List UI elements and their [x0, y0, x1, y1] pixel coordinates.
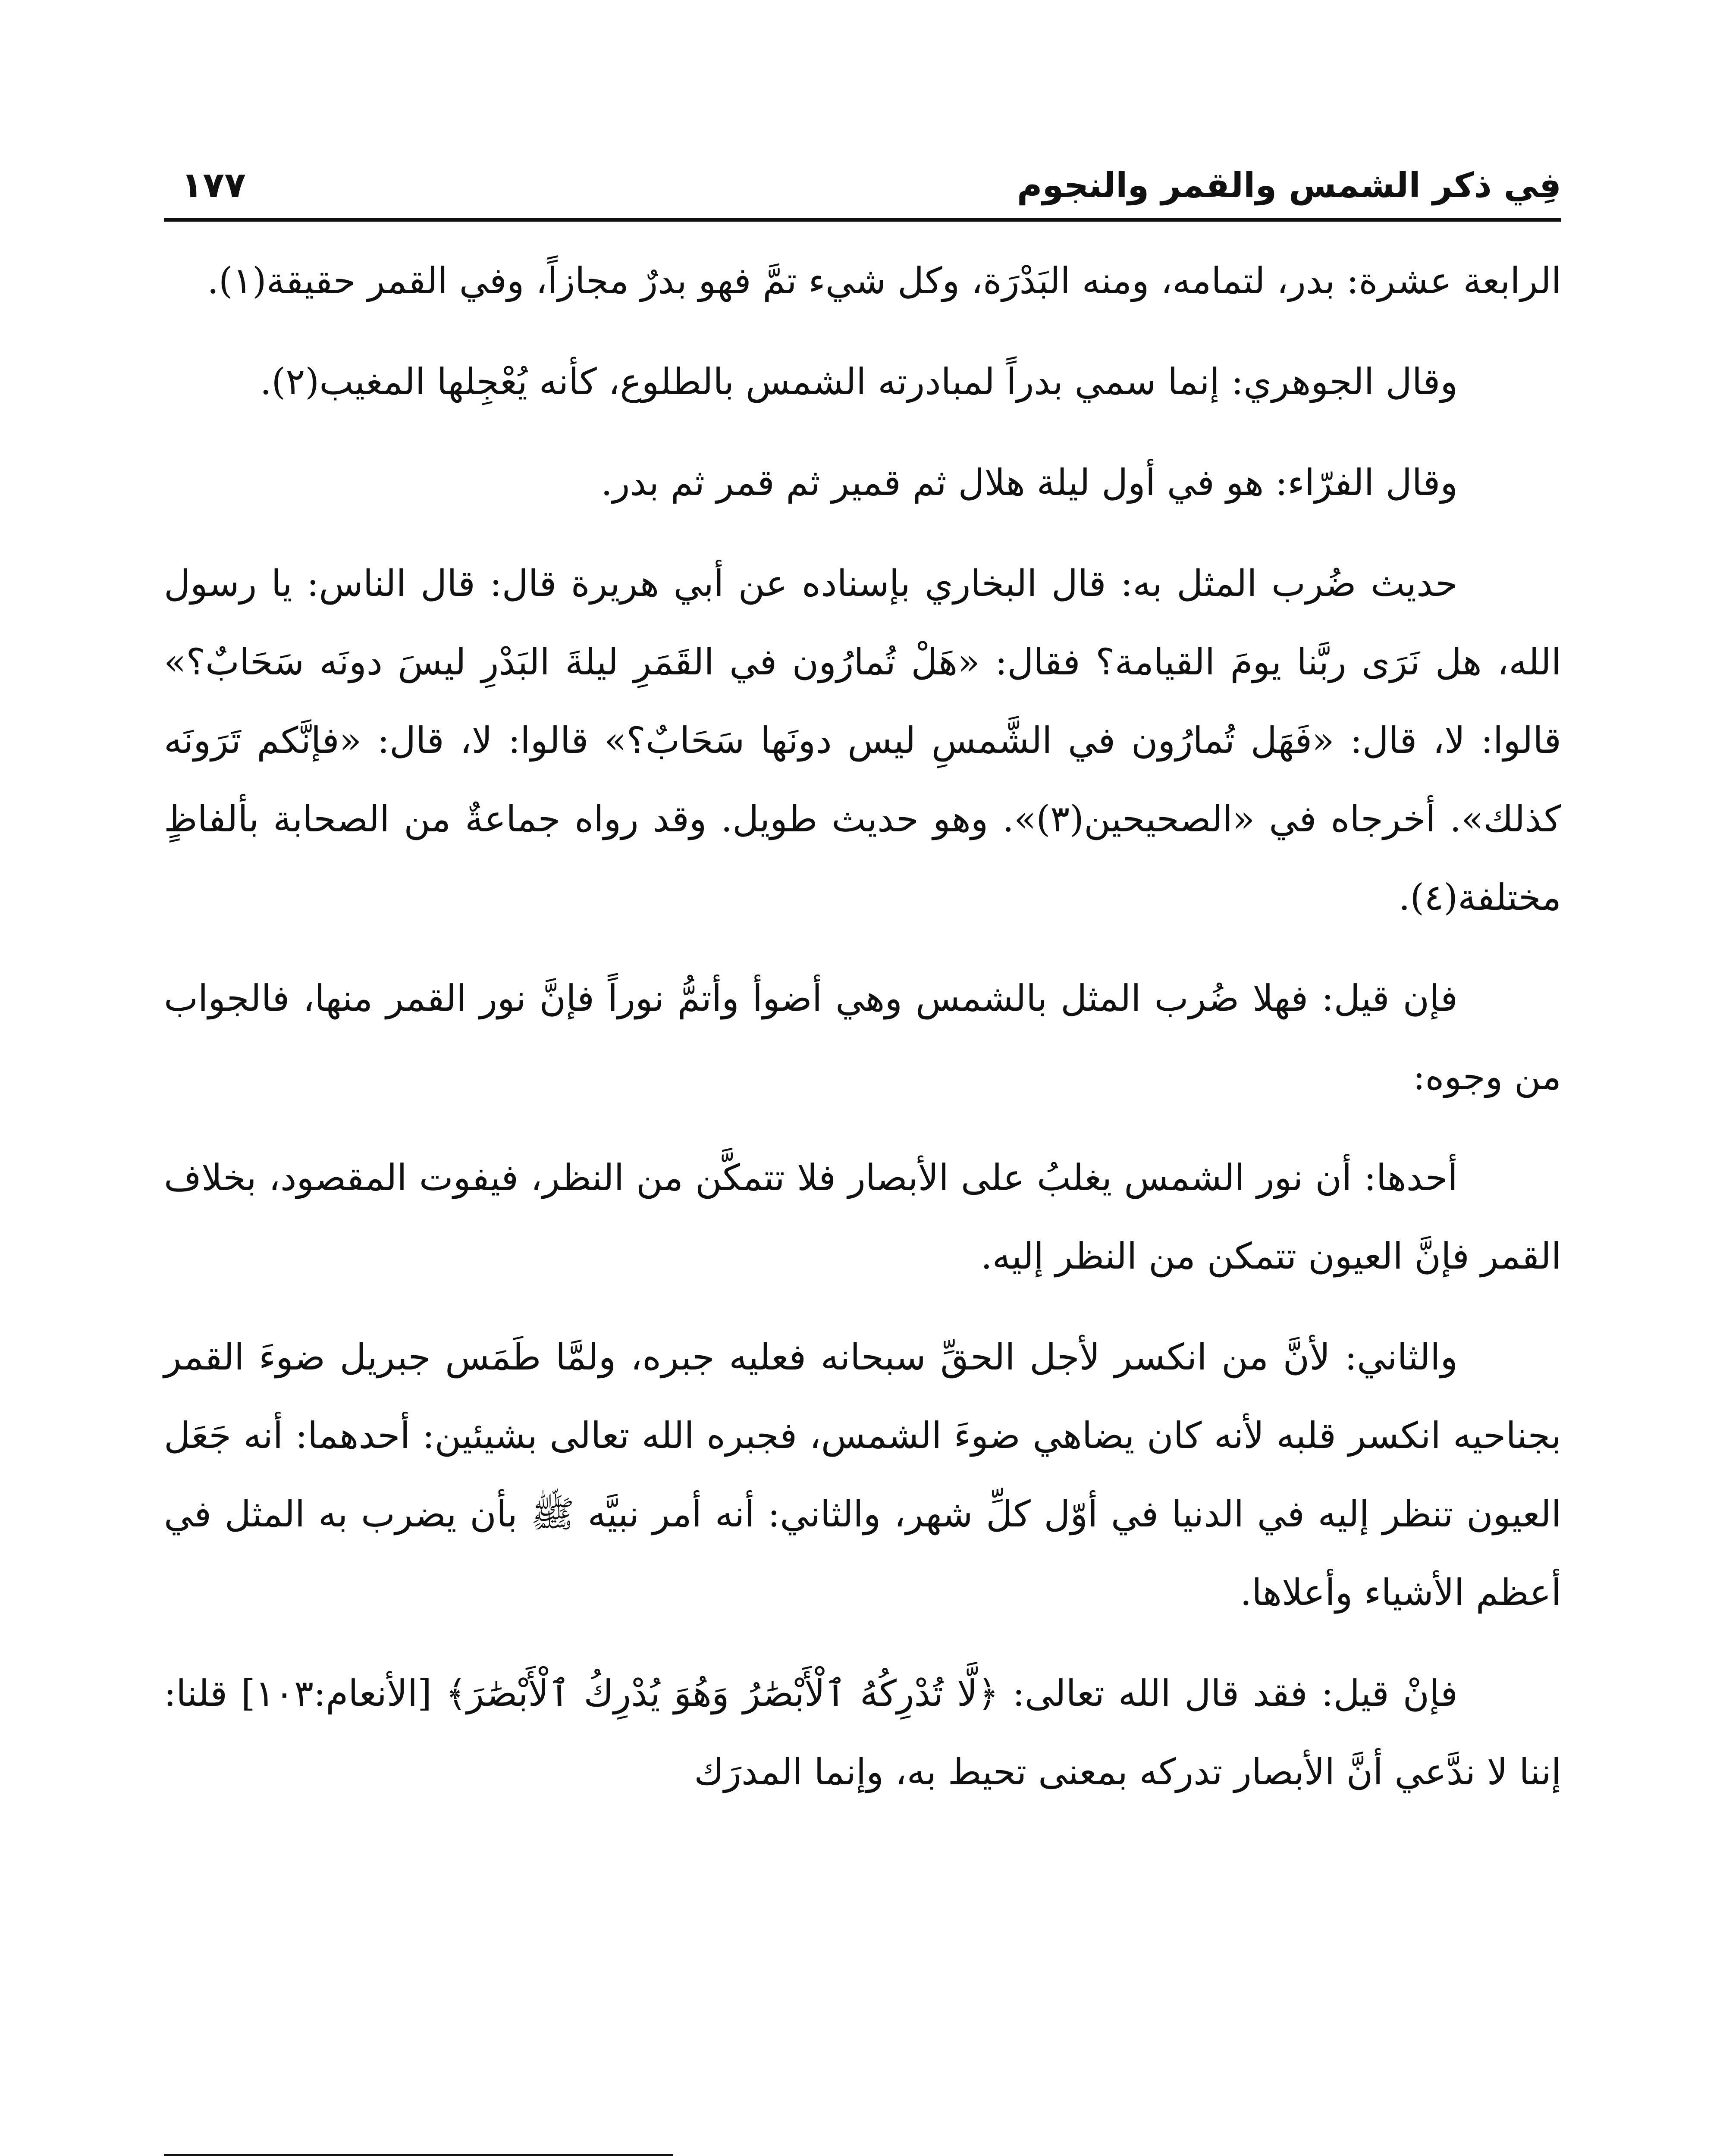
paragraph-question-sun: فإن قيل: فهلا ضُرب المثل بالشمس وهي أضوأ وأتمُّ نوراً فإنَّ نور القمر منها، فالجواب من وجوه:	[164, 977, 1561, 1098]
running-header	[164, 142, 1561, 207]
book-page	[164, 0, 1561, 2156]
page-number: ١٧٧	[181, 165, 246, 206]
paragraph-jawhari-quote: وقال الجوهري: إنما سمي بدراً لمبادرته الشمس بالطلوع، كأنه يُعْجِلها المغيب(٢).	[260, 360, 1458, 403]
paragraph-quran-objection: فإنْ قيل: فقد قال الله تعالى: ﴿لَّا تُدْرِكُهُ ٱلْأَبْصَٰرُ وَهُوَ يُدْرِكُ ٱلْأَبْصَٰرَ﴾ [الأنعام:١٠٣] قلنا: إننا لا ندَّعي أنَّ الأبصار تدركه بمعنى تحيط به، وإنما المدرَك	[164, 1672, 1561, 1793]
footnote-divider	[164, 2154, 673, 2156]
paragraph-badr-definition: الرابعة عشرة: بدر، لتمامه، ومنه البَدْرَة، وكل شيء تمَّ فهو بدرٌ مجازاً، وفي القمر حقيقة(١).	[207, 260, 1561, 302]
header-divider	[164, 218, 1561, 222]
chapter-title: فِي ذكر الشمس والقمر والنجوم	[1017, 165, 1561, 205]
paragraph-first-reason: أحدها: أن نور الشمس يغلبُ على الأبصار فلا تتمكَّن من النظر، فيفوت المقصود، بخلاف القمر فإنَّ العيون تتمكن من النظر إليه.	[164, 1156, 1561, 1277]
paragraph-farra-quote: وقال الفرّاء: هو في أول ليلة هلال ثم قمير ثم قمر ثم بدر.	[601, 461, 1458, 504]
paragraph-hadith: حديث ضُرب المثل به: قال البخاري بإسناده عن أبي هريرة قال: قال الناس: يا رسول الله، هل نَرَى ربَّنا يومَ القيامة؟ فقال: «هَلْ تُمارُون في القَمَرِ ليلةَ البَدْرِ ليسَ دونَه سَحَابٌ؟» قالوا: لا، قال: «فَهَل تُمارُون في الشَّمسِ ليس دونَها سَحَابٌ؟» قالوا: لا، قال: «فإنَّكم تَرَونَه كذلك». أخرجاه في «الصحيحين(٣)». وهو حديث طويل. وقد رواه جماعةٌ من الصحابة بألفاظٍ مختلفة(٤).	[164, 562, 1561, 918]
paragraph-second-reason: والثاني: لأنَّ من انكسر لأجل الحقِّ سبحانه فعليه جبره، ولمَّا طَمَس جبريل ضوءَ القمر بجناحيه انكسر قلبه لأنه كان يضاهي ضوءَ الشمس، فجبره الله تعالى بشيئين: أحدهما: أنه جَعَل العيون تنظر إليه في الدنيا في أوّل كلِّ شهر، والثاني: أنه أمر نبيَّه ﷺ بأن يضرب به المثل في أعظم الأشياء وأعلاها.	[164, 1336, 1561, 1614]
main-text	[164, 241, 1561, 1833]
